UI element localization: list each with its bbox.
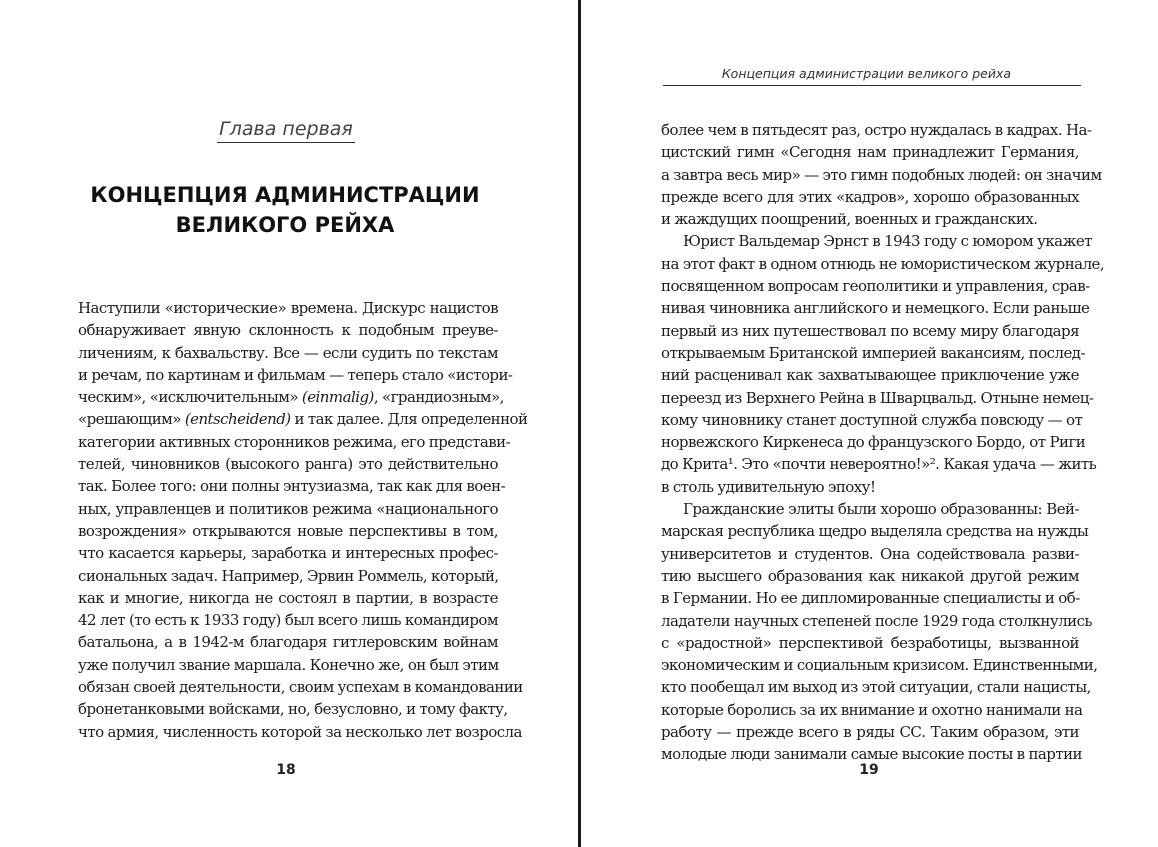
- text-line: возрождения» открываются новые перспективы в том,: [78, 521, 498, 540]
- text-line: кто пообещал им выход из этой ситуации, стали нацисты,: [661, 678, 1091, 697]
- text-line: как и многие, никогда не состоял в партии, в возрасте: [78, 588, 498, 607]
- text-line: в столь удивительную эпоху!: [661, 477, 876, 496]
- text-line: молодые люди занимали самые высокие посты в партии: [661, 745, 1083, 764]
- text-line: сиональных задач. Например, Эрвин Роммель, который,: [78, 566, 499, 585]
- text-line: цистский гимн «Сегодня нам принадлежит Германия,: [661, 143, 1079, 162]
- text-line: категории активных сторонников режима, его представи-: [78, 432, 511, 451]
- text-line: так. Более того: они полны энтузиазма, так как для воен-: [78, 477, 506, 496]
- spine-line: [578, 0, 581, 847]
- text-line: марская республика щедро выделяла средства на нужды: [661, 522, 1089, 541]
- text-line: ний расценивал как захватывающее приключение уже: [661, 366, 1079, 385]
- text-line: экономическим и социальным кризисом. Единственными,: [661, 656, 1098, 675]
- right-page: [585, 0, 1158, 847]
- text-line: батальона, а в 1942-м благодаря гитлеровским войнам: [78, 633, 498, 652]
- text-line: что касается карьеры, заработка и интересных профес-: [78, 544, 498, 563]
- text-line: ладатели научных степеней после 1929 года столкнулись: [661, 611, 1093, 630]
- chapter-label: Глава первая: [217, 116, 355, 143]
- text-line: университетов и студентов. Она содействовала разви-: [661, 544, 1079, 563]
- text-line: ческим», «исключительным» (einmalig), «грандиозным»,: [78, 388, 504, 407]
- text-line: 42 лет (то есть к 1933 году) был всего лишь командиром: [78, 611, 498, 630]
- page-number-right: 19: [859, 762, 879, 778]
- text-line: с «радостной» перспективой безработицы, вызванной: [661, 633, 1079, 652]
- text-line: работу — прежде всего в ряды СС. Таким образом, эти: [661, 723, 1079, 742]
- running-head: Концепция администрации великого рейха: [663, 66, 1081, 86]
- right-body-text: [661, 119, 1105, 766]
- chapter-title: [80, 180, 490, 240]
- page-number-left: 18: [276, 762, 296, 778]
- foreign-term: (entscheidend): [184, 410, 291, 429]
- text-line: обнаруживает явную склонность к подобным преуве-: [78, 321, 498, 340]
- text-line: более чем в пятьдесят раз, остро нуждалась в кадрах. На-: [661, 121, 1092, 139]
- text-line: уже получил звание маршала. Конечно же, он был этим: [78, 655, 499, 674]
- text-line: на этот факт в одном отнюдь не юмористическом журнале,: [661, 254, 1105, 273]
- text-line: тию высшего образования как никакой другой режим: [661, 566, 1079, 585]
- text-line: Гражданские элиты были хорошо образованны: Вей-: [683, 500, 1079, 519]
- text-line: норвежского Киркенеса до французского Бордо, от Риги: [661, 433, 1086, 452]
- text-line: бронетанковыми войсками, но, безусловно, и тому факту,: [78, 700, 508, 719]
- text-line: первый из них путешествовал по всему миру благодаря: [661, 321, 1079, 340]
- text-line: в Германии. Но ее дипломированные специалисты и об-: [661, 589, 1080, 608]
- text-line: прежде всего для этих «кадров», хорошо образованных: [661, 187, 1079, 206]
- text-line: и жаждущих поощрений, военных и гражданских.: [661, 210, 1038, 229]
- text-line: Юрист Вальдемар Эрнст в 1943 году с юмором укажет: [683, 232, 1092, 251]
- text-line: что армия, численность которой за несколько лет возросла: [78, 722, 522, 741]
- text-line: и речам, по картинам и фильмам — теперь стало «истори-: [78, 365, 513, 384]
- text-line: переезд из Верхнего Рейна в Шварцвальд. Отныне немец-: [661, 388, 1094, 407]
- text-line: которые боролись за их внимание и охотно нанимали на: [661, 700, 1083, 719]
- text-line: обязан своей деятельности, своим успехам в командовании: [78, 678, 523, 697]
- text-line: посвященном вопросам геополитики и управления, срав-: [661, 277, 1090, 296]
- text-line: нивая чиновника английского и немецкого. Если раньше: [661, 299, 1090, 318]
- text-line: «решающим» (entscheidend) и так далее. Для определенной: [78, 410, 528, 429]
- text-line: ных, управленцев и политиков режима «национального: [78, 499, 498, 518]
- book-spine: [574, 0, 585, 847]
- text-line: открываемым Британской империей вакансиям, послед-: [661, 343, 1085, 362]
- text-line: Наступили «исторические» времена. Дискурс нацистов: [78, 299, 498, 317]
- text-line: кому чиновнику станет доступной служба повсюду — от: [661, 410, 1083, 429]
- text-line: до Крита¹. Это «почти невероятно!»². Какая удача — жить: [661, 455, 1097, 474]
- chapter-title-line: ВЕЛИКОГО РЕЙХА: [175, 213, 395, 237]
- text-line: телей, чиновников (высокого ранга) это действительно: [78, 455, 498, 474]
- foreign-term: (einmalig): [301, 388, 374, 407]
- text-line: а завтра весь мир» — это гимн подобных людей: он значим: [661, 165, 1102, 184]
- left-page: [0, 0, 574, 847]
- chapter-title-line: КОНЦЕПЦИЯ АДМИНИСТРАЦИИ: [90, 183, 480, 207]
- left-body-text: [78, 297, 528, 743]
- text-line: личениям, к бахвальству. Все — если судить по текстам: [78, 343, 498, 362]
